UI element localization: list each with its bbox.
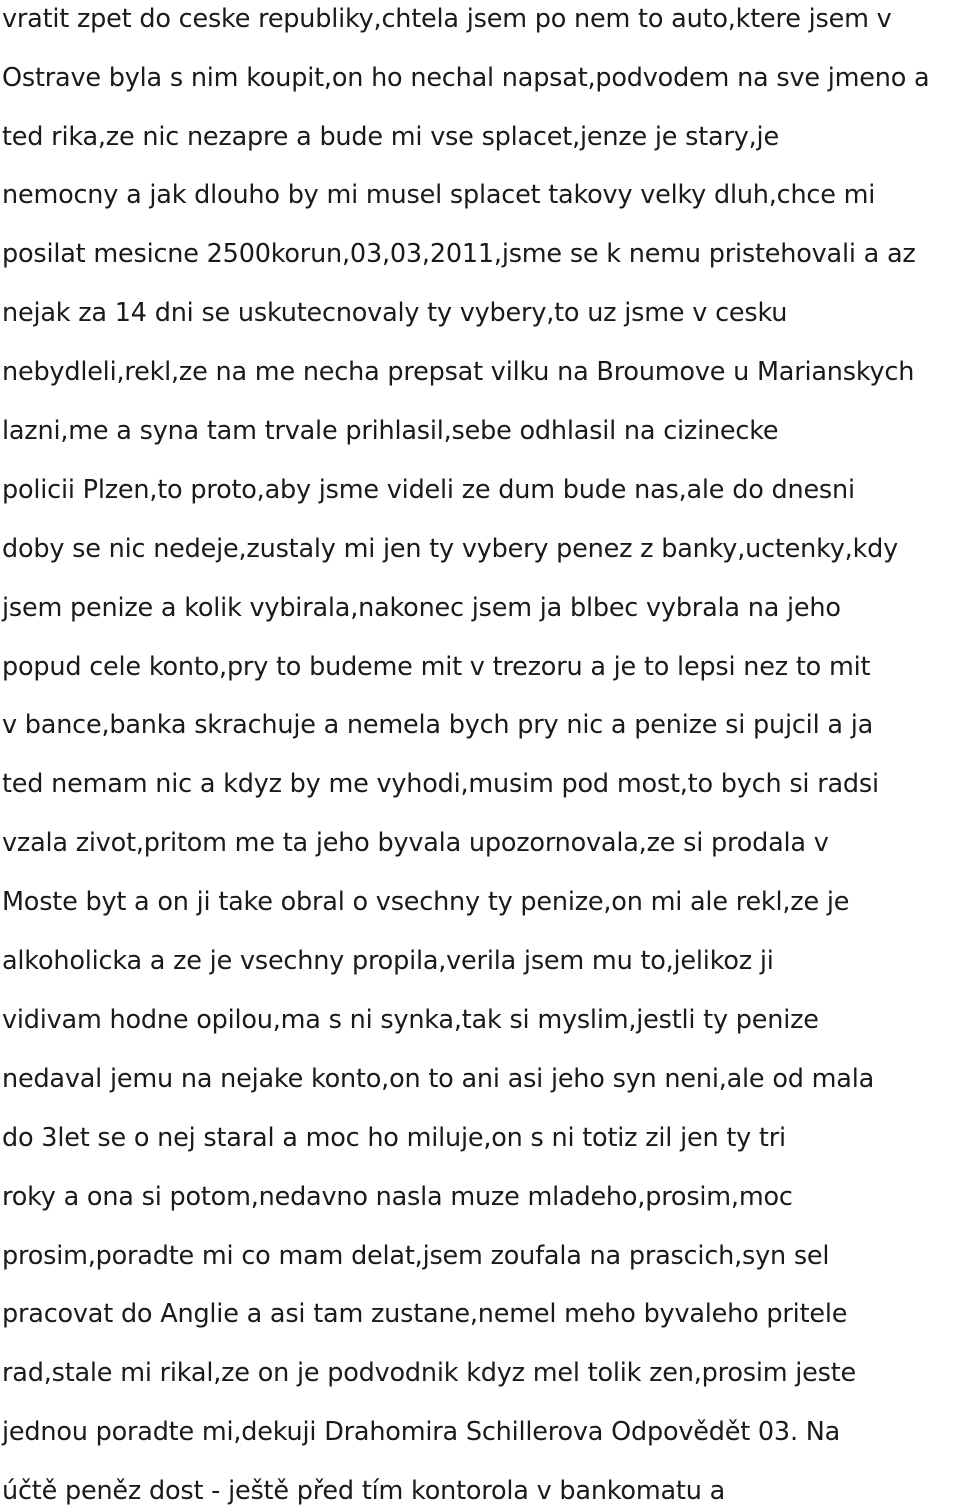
text-line: v bance,banka skrachuje a nemela bych pry nic a penize si pujcil a ja (2, 710, 874, 740)
text-line: vzala zivot,pritom me ta jeho byvala upozornovala,ze si prodala v (2, 828, 829, 858)
text-line: lazni,me a syna tam trvale prihlasil,sebe odhlasil na cizinecke (2, 416, 779, 446)
text-line: nedaval jemu na nejake konto,on to ani asi jeho syn neni,ale od mala (2, 1064, 875, 1094)
text-line: Ostrave byla s nim koupit,on ho nechal napsat,podvodem na sve jmeno a (2, 63, 930, 93)
text-line: doby se nic nedeje,zustaly mi jen ty vybery penez z banky,uctenky,kdy (2, 534, 899, 564)
text-line: policii Plzen,to proto,aby jsme videli ze dum bude nas,ale do dnesni (2, 475, 855, 505)
text-line: ted rika,ze nic nezapre a bude mi vse splacet,jenze je stary,je (2, 122, 779, 152)
text-line: do 3let se o nej staral a moc ho miluje,on s ni totiz zil jen ty tri (2, 1123, 786, 1153)
text-line: nemocny a jak dlouho by mi musel splacet takovy velky dluh,chce mi (2, 180, 876, 210)
text-line: vidivam hodne opilou,ma s ni synka,tak si myslim,jestli ty penize (2, 1005, 819, 1035)
text-line: rad,stale mi rikal,ze on je podvodnik kdyz mel tolik zen,prosim jeste (2, 1358, 857, 1388)
text-line: posilat mesicne 2500korun,03,03,2011,jsme se k nemu pristehovali a az (2, 239, 916, 269)
text-line: nejak za 14 dni se uskutecnovaly ty vybery,to uz jsme v cesku (2, 298, 788, 328)
text-line: pracovat do Anglie a asi tam zustane,nemel meho byvaleho pritele (2, 1299, 848, 1329)
text-line: jsem penize a kolik vybirala,nakonec jsem ja blbec vybrala na jeho (2, 593, 841, 623)
text-line: popud cele konto,pry to budeme mit v trezoru a je to lepsi nez to mit (2, 652, 871, 682)
text-line: vratit zpet do ceske republiky,chtela jsem po nem to auto,ktere jsem v (2, 4, 892, 34)
text-line: ted nemam nic a kdyz by me vyhodi,musim pod most,to bych si radsi (2, 769, 879, 799)
text-line: Moste byt a on ji take obral o vsechny ty penize,on mi ale rekl,ze je (2, 887, 850, 917)
text-line: roky a ona si potom,nedavno nasla muze mladeho,prosim,moc (2, 1182, 793, 1212)
text-line: účtě peněz dost - ještě před tím kontorola v bankomatu a (2, 1476, 725, 1506)
text-line: nebydleli,rekl,ze na me necha prepsat vilku na Broumove u Marianskych (2, 357, 915, 387)
text-line: jednou poradte mi,dekuji Drahomira Schillerova Odpovědět 03. Na (2, 1417, 841, 1447)
text-line: prosim,poradte mi co mam delat,jsem zoufala na prascich,syn sel (2, 1241, 830, 1271)
text-line: alkoholicka a ze je vsechny propila,verila jsem mu to,jelikoz ji (2, 946, 774, 976)
